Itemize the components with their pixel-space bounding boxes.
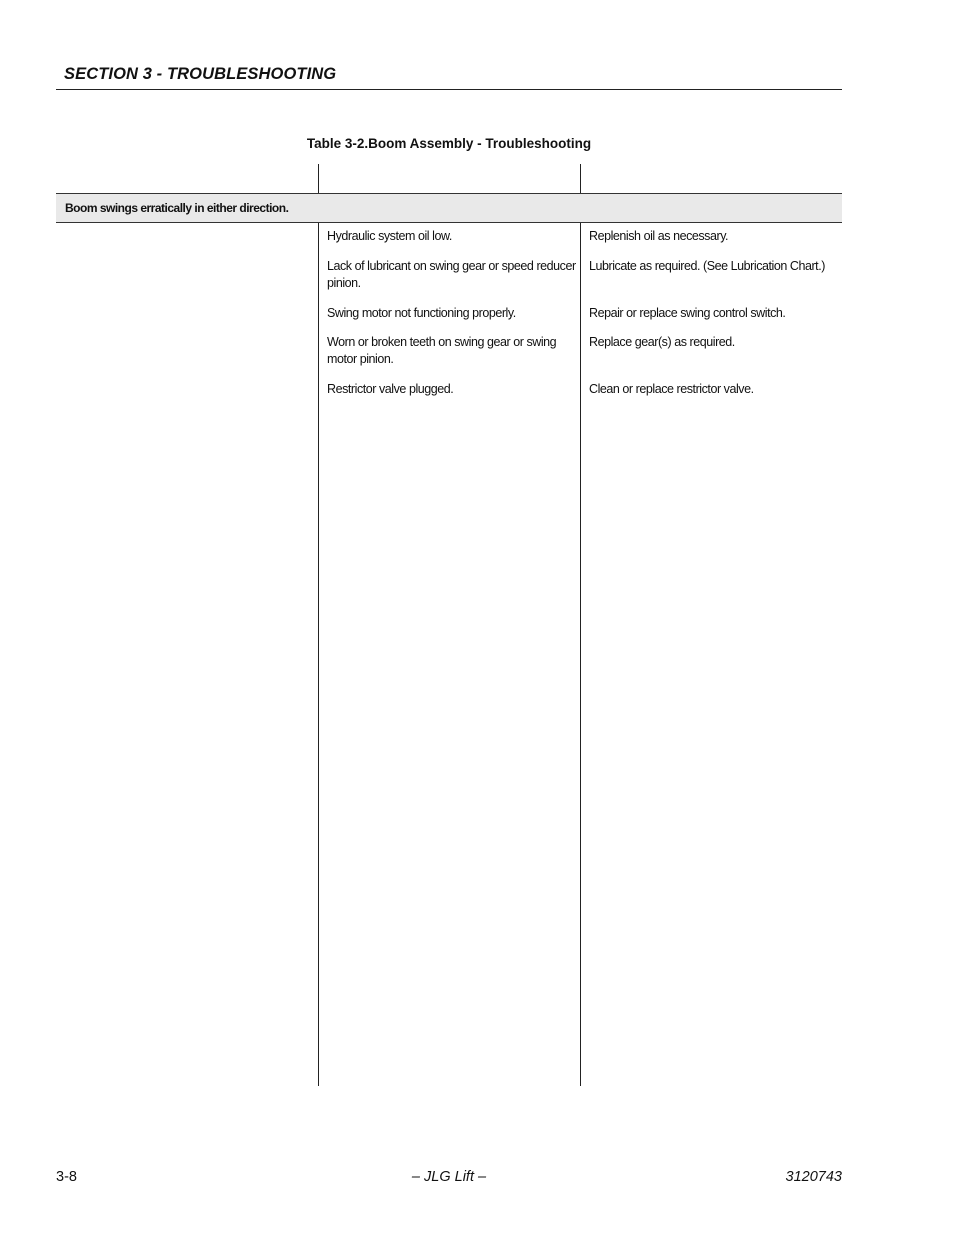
column-divider-2 xyxy=(580,164,581,1086)
remedy-cell: Replace gear(s) as required. xyxy=(589,335,735,349)
document-number: 3120743 xyxy=(785,1169,842,1185)
footer-brand: – JLG Lift – xyxy=(411,1169,487,1185)
group-heading-band xyxy=(56,193,842,223)
section-title: SECTION 3 - TROUBLESHOOTING xyxy=(64,65,337,83)
column-divider-1 xyxy=(318,164,319,1086)
header-rule xyxy=(56,89,842,90)
group-heading: Boom swings erratically in either direction. xyxy=(65,201,289,215)
remedy-cell: Replenish oil as necessary. xyxy=(589,229,729,243)
remedy-cell: Lubricate as required. (See Lubrication Chart.) xyxy=(589,259,825,273)
cause-cell: Worn or broken teeth on swing gear or swing motor pinion. xyxy=(327,335,557,366)
remedy-cell: Clean or replace restrictor valve. xyxy=(589,382,754,396)
cause-cell: Lack of lubricant on swing gear or speed reducer pinion. xyxy=(327,259,576,290)
table-caption: Table 3-2.Boom Assembly - Troubleshooting xyxy=(306,136,592,151)
page-number: 3-8 xyxy=(56,1169,77,1185)
cause-cell: Hydraulic system oil low. xyxy=(327,229,452,243)
cause-cell: Restrictor valve plugged. xyxy=(327,382,454,396)
cause-cell: Swing motor not functioning properly. xyxy=(327,306,516,320)
remedy-cell: Repair or replace swing control switch. xyxy=(589,306,786,320)
